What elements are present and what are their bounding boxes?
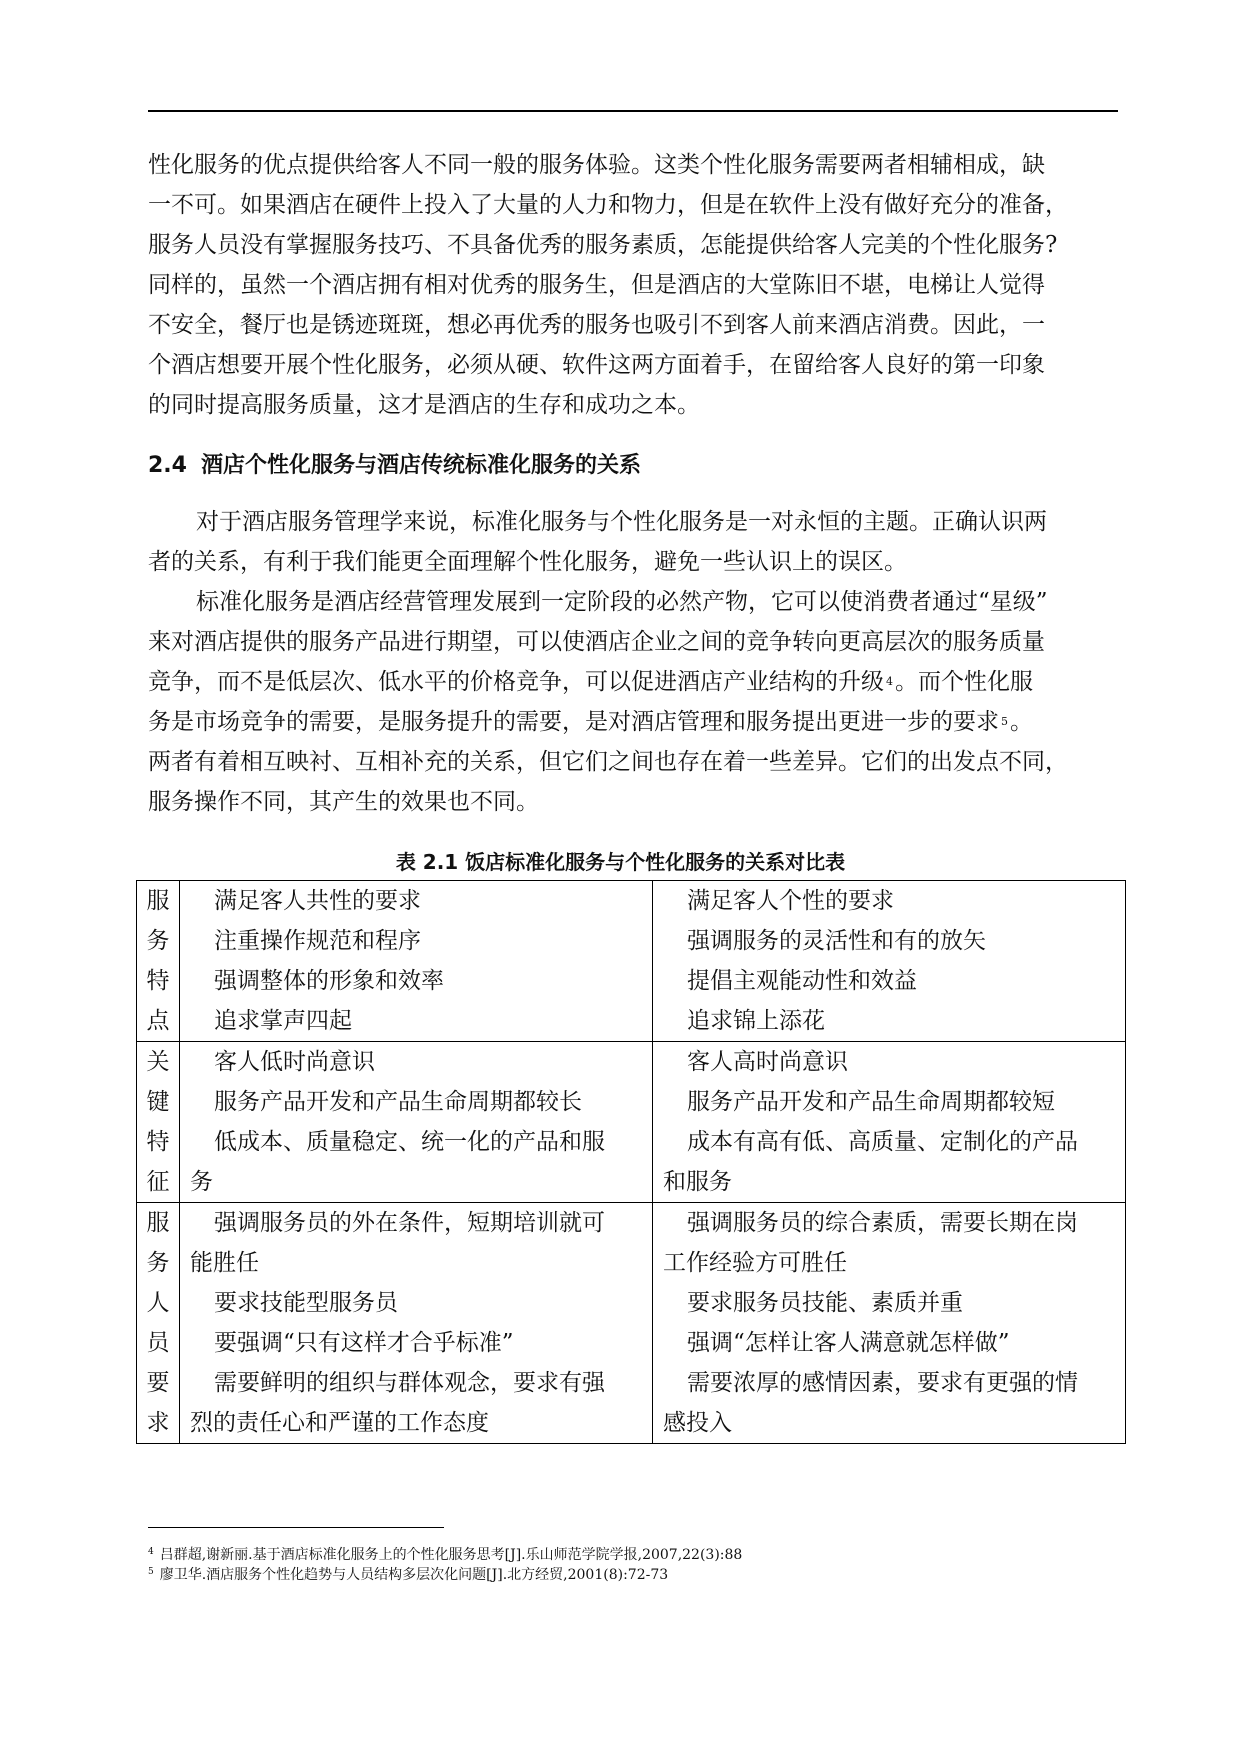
category-char: 要: [146, 1370, 170, 1396]
paragraph-comparison: [148, 582, 1116, 822]
section-number: 2.4: [148, 453, 187, 478]
cell-line: 低成本、质量稳定、统一化的产品和服: [214, 1129, 605, 1155]
cell-line: 追求锦上添花: [687, 1008, 825, 1034]
comparison-table: [136, 880, 1126, 1444]
text-segment: 。而个性化服: [895, 669, 1033, 695]
text-line: 同样的，虽然一个酒店拥有相对优秀的服务生，但是酒店的大堂陈旧不堪，电梯让人觉得: [148, 272, 1045, 298]
cell-line: 提倡主观能动性和效益: [687, 968, 917, 994]
text-segment: 。: [1010, 709, 1033, 735]
category-char: 人: [146, 1290, 170, 1316]
cell-line: 烈的责任心和严谨的工作态度: [190, 1410, 489, 1436]
personal-service-cell: [653, 1203, 1126, 1444]
cell-line: 需要鲜明的组织与群体观念，要求有强: [214, 1370, 605, 1396]
text-line: 个酒店想要开展个性化服务，必须从硬、软件这两方面着手，在留给客人良好的第一印象: [148, 352, 1045, 378]
cell-line: 满足客人个性的要求: [687, 888, 894, 914]
category-char: 特: [146, 968, 170, 994]
category-char: 键: [146, 1089, 170, 1115]
cell-line: 强调服务的灵活性和有的放矢: [687, 928, 986, 954]
text-line: 者的关系，有利于我们能更全面理解个性化服务，避免一些认识上的误区。: [148, 549, 907, 575]
text-line: [148, 662, 1116, 702]
cell-line: 和服务: [663, 1169, 732, 1195]
section-heading: [148, 448, 641, 479]
text-line: 来对酒店提供的服务产品进行期望，可以使酒店企业之间的竞争转向更高层次的服务质量: [148, 629, 1045, 655]
standard-service-cell: [180, 1042, 653, 1203]
cell-line: 工作经验方可胜任: [663, 1250, 847, 1276]
cell-line: 满足客人共性的要求: [214, 888, 421, 914]
category-char: 务: [146, 1250, 170, 1276]
footnote-mark: 5: [148, 1567, 154, 1577]
table-row: [137, 1042, 1126, 1203]
cell-line: 强调整体的形象和效率: [214, 968, 444, 994]
text-line: 对于酒店服务管理学来说，标准化服务与个性化服务是一对永恒的主题。正确认识两: [196, 509, 1047, 535]
footnote-text: 吕群超,谢新丽.基于酒店标准化服务上的个性化服务思考[J].乐山师范学院学报,2007,22(3):88: [159, 1547, 743, 1563]
footnote-ref-4[interactable]: 4: [886, 675, 893, 688]
category-char: 务: [146, 928, 170, 954]
text-line: 服务操作不同，其产生的效果也不同。: [148, 789, 539, 815]
category-char: 征: [146, 1169, 170, 1195]
cell-line: 要求服务员技能、素质并重: [687, 1290, 963, 1316]
text-line: [148, 702, 1116, 742]
category-cell: [137, 1042, 180, 1203]
table-row: [137, 1203, 1126, 1444]
text-line: 性化服务的优点提供给客人不同一般的服务体验。这类个性化服务需要两者相辅相成，缺: [148, 152, 1045, 178]
text-line: 不安全，餐厅也是锈迹斑斑，想必再优秀的服务也吸引不到客人前来酒店消费。因此，一: [148, 312, 1045, 338]
standard-service-cell: [180, 1203, 653, 1444]
cell-line: 服务产品开发和产品生命周期都较短: [687, 1089, 1055, 1115]
cell-line: 要强调“只有这样才合乎标准”: [214, 1330, 514, 1356]
cell-line: 注重操作规范和程序: [214, 928, 421, 954]
cell-line: 服务产品开发和产品生命周期都较长: [214, 1089, 582, 1115]
cell-line: 客人高时尚意识: [687, 1049, 848, 1075]
category-char: 服: [146, 1210, 170, 1236]
cell-line: 务: [190, 1169, 213, 1195]
footnote-ref-5[interactable]: 5: [1001, 715, 1008, 728]
category-char: 点: [146, 1008, 170, 1034]
footnote-5: [148, 1562, 668, 1585]
category-cell: [137, 881, 180, 1042]
text-line: 两者有着相互映衬、互相补充的关系，但它们之间也存在着一些差异。它们的出发点不同，: [148, 749, 1068, 775]
category-char: 求: [146, 1410, 170, 1436]
section-title: 酒店个性化服务与酒店传统标准化服务的关系: [200, 453, 641, 478]
cell-line: 需要浓厚的感情因素，要求有更强的情: [687, 1370, 1078, 1396]
table-caption: 表 2.1 饭店标准化服务与个性化服务的关系对比表: [395, 850, 846, 874]
cell-line: 强调服务员的外在条件，短期培训就可: [214, 1210, 605, 1236]
header-rule: [148, 110, 1118, 112]
category-char: 关: [146, 1049, 170, 1075]
cell-line: 感投入: [663, 1410, 732, 1436]
category-cell: [137, 1203, 180, 1444]
standard-service-cell: [180, 881, 653, 1042]
text-segment: 务是市场竞争的需要，是服务提升的需要，是对酒店管理和服务提出更进一步的要求: [148, 709, 999, 735]
footnote-rule: [148, 1527, 444, 1528]
cell-line: 成本有高有低、高质量、定制化的产品: [687, 1129, 1078, 1155]
paragraph-continuation: [148, 145, 1116, 425]
category-char: 员: [146, 1330, 170, 1356]
text-line: 标准化服务是酒店经营管理发展到一定阶段的必然产物，它可以使消费者通过“星级”: [196, 589, 1048, 615]
footnote-text: 廖卫华.酒店服务个性化趋势与人员结构多层次化问题[J].北方经贸,2001(8):72-73: [159, 1567, 669, 1583]
text-segment: 竞争，而不是低层次、低水平的价格竞争，可以促进酒店产业结构的升级: [148, 669, 884, 695]
paragraph-intro: [148, 502, 1116, 582]
text-line: 服务人员没有掌握服务技巧、不具备优秀的服务素质，怎能提供给客人完美的个性化服务?: [148, 232, 1058, 258]
text-line: 一不可。如果酒店在硬件上投入了大量的人力和物力，但是在软件上没有做好充分的准备，: [148, 192, 1068, 218]
text-line: 的同时提高服务质量，这才是酒店的生存和成功之本。: [148, 392, 700, 418]
cell-line: 强调“怎样让客人满意就怎样做”: [687, 1330, 1010, 1356]
cell-line: 追求掌声四起: [214, 1008, 352, 1034]
footnote-mark: 4: [148, 1547, 154, 1557]
cell-line: 强调服务员的综合素质，需要长期在岗: [687, 1210, 1078, 1236]
personal-service-cell: [653, 1042, 1126, 1203]
table-row: [137, 881, 1126, 1042]
cell-line: 能胜任: [190, 1250, 259, 1276]
category-char: 特: [146, 1129, 170, 1155]
personal-service-cell: [653, 881, 1126, 1042]
cell-line: 客人低时尚意识: [214, 1049, 375, 1075]
cell-line: 要求技能型服务员: [214, 1290, 398, 1316]
category-char: 服: [146, 888, 170, 914]
table-body: [137, 881, 1126, 1444]
